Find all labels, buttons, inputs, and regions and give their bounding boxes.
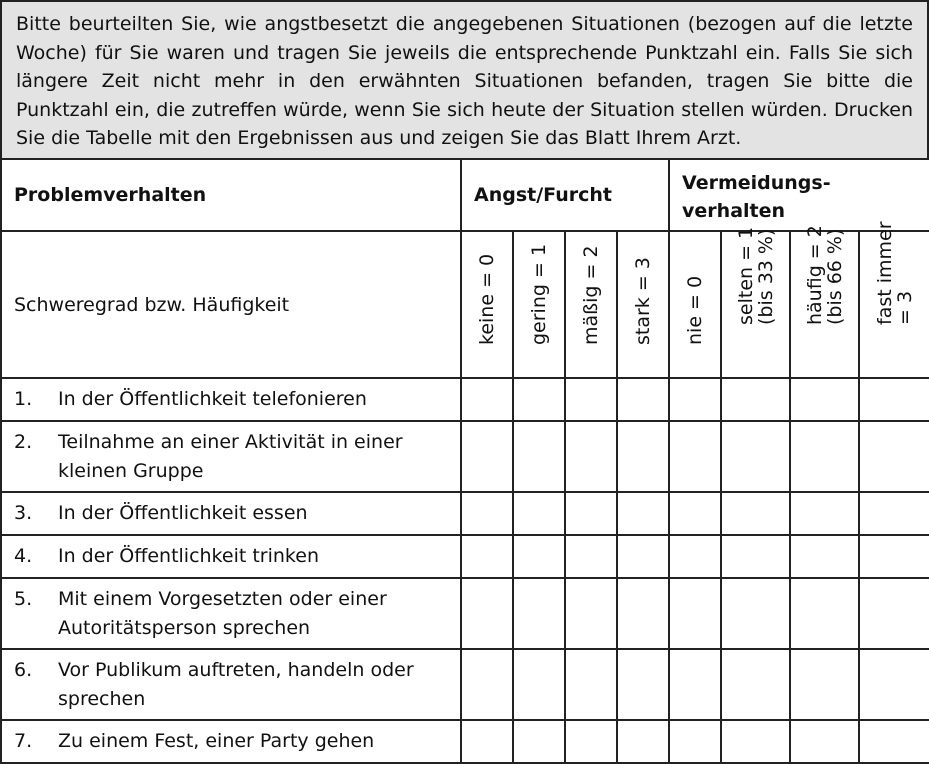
item-number: 7. [14, 730, 33, 752]
rating-table [0, 158, 929, 764]
vermeidung-score-cell[interactable] [721, 535, 790, 578]
angst-score-cell[interactable] [513, 421, 565, 492]
vermeidung-score-cell[interactable] [669, 421, 721, 492]
angst-score-cell[interactable] [461, 492, 513, 535]
item-text: Zu einem Fest, einer Party gehen [58, 730, 375, 752]
vermeidung-score-cell[interactable] [790, 421, 859, 492]
angst-score-cell[interactable] [617, 535, 669, 578]
col-label: keine = 0 [476, 253, 498, 345]
table-row [1, 535, 929, 578]
item-text: In der Öffentlichkeit telefonieren [58, 388, 367, 410]
item-number: 2. [14, 430, 33, 453]
vermeidung-score-cell[interactable] [721, 378, 790, 421]
severity-label: Schweregrad bzw. Häufigkeit [1, 231, 461, 378]
vermeidung-score-cell[interactable] [790, 535, 859, 578]
vermeidung-score-cell[interactable] [859, 378, 929, 421]
vermeidung-score-cell[interactable] [669, 378, 721, 421]
item-label [1, 649, 461, 720]
item-number: 4. [14, 545, 33, 567]
item-text: Vor Publikum auftreten, handeln oder sprechen [58, 658, 414, 710]
angst-score-cell[interactable] [565, 535, 617, 578]
item-number: 6. [14, 658, 33, 681]
col-angst-2 [565, 231, 617, 378]
table-row [1, 421, 929, 492]
header-problem: Problemverhalten [1, 159, 461, 231]
item-text: In der Öffentlichkeit trinken [58, 545, 319, 567]
angst-score-cell[interactable] [513, 492, 565, 535]
col-label: fast immer = 3 [873, 221, 916, 325]
item-number: 3. [14, 502, 33, 524]
header-vermeidung-line1: Vermeidungs- [682, 172, 831, 194]
items-body [1, 378, 929, 763]
angst-score-cell[interactable] [617, 421, 669, 492]
vermeidung-score-cell[interactable] [790, 492, 859, 535]
angst-score-cell[interactable] [461, 578, 513, 649]
angst-score-cell[interactable] [513, 649, 565, 720]
angst-score-cell[interactable] [513, 720, 565, 763]
item-number: 1. [14, 388, 33, 410]
vermeidung-score-cell[interactable] [859, 492, 929, 535]
angst-score-cell[interactable] [461, 535, 513, 578]
vermeidung-score-cell[interactable] [859, 421, 929, 492]
item-text: Mit einem Vorgesetzten oder einer Autoritätsperson sprechen [58, 587, 387, 639]
header-vermeidung-line2: verhalten [682, 200, 786, 222]
item-label [1, 578, 461, 649]
col-label: mäßig = 2 [580, 245, 602, 345]
item-number: 5. [14, 587, 33, 610]
vermeidung-score-cell[interactable] [721, 421, 790, 492]
col-vermeidung-0 [669, 231, 721, 378]
vermeidung-score-cell[interactable] [669, 720, 721, 763]
header-angst: Angst/Furcht [461, 159, 669, 231]
angst-score-cell[interactable] [565, 492, 617, 535]
angst-score-cell[interactable] [565, 421, 617, 492]
vermeidung-score-cell[interactable] [669, 535, 721, 578]
vermeidung-score-cell[interactable] [790, 378, 859, 421]
col-label: häufig = 2 (bis 66 %) [803, 225, 846, 325]
table-row [1, 378, 929, 421]
item-label [1, 421, 461, 492]
table-row [1, 492, 929, 535]
vermeidung-score-cell[interactable] [859, 720, 929, 763]
item-label [1, 492, 461, 535]
angst-score-cell[interactable] [461, 649, 513, 720]
vermeidung-score-cell[interactable] [721, 492, 790, 535]
vermeidung-score-cell[interactable] [721, 649, 790, 720]
item-text: In der Öffentlichkeit essen [58, 502, 308, 524]
angst-score-cell[interactable] [617, 720, 669, 763]
col-vermeidung-2 [790, 225, 859, 378]
angst-score-cell[interactable] [565, 720, 617, 763]
angst-score-cell[interactable] [617, 649, 669, 720]
col-label: gering = 1 [528, 243, 550, 345]
angst-score-cell[interactable] [565, 578, 617, 649]
item-text: Teilnahme an einer Aktivität in einer kleinen Gruppe [58, 430, 403, 482]
vermeidung-score-cell[interactable] [790, 720, 859, 763]
angst-score-cell[interactable] [617, 578, 669, 649]
item-label [1, 535, 461, 578]
angst-score-cell[interactable] [617, 492, 669, 535]
table-row [1, 578, 929, 649]
col-vermeidung-1 [721, 226, 790, 378]
col-angst-3 [617, 231, 669, 378]
angst-score-cell[interactable] [617, 378, 669, 421]
angst-score-cell[interactable] [461, 421, 513, 492]
angst-score-cell[interactable] [461, 378, 513, 421]
item-label [1, 378, 461, 421]
angst-score-cell[interactable] [565, 649, 617, 720]
vermeidung-score-cell[interactable] [790, 578, 859, 649]
vermeidung-score-cell[interactable] [669, 492, 721, 535]
vermeidung-score-cell[interactable] [859, 535, 929, 578]
col-label: nie = 0 [684, 275, 707, 345]
col-angst-1 [513, 231, 565, 378]
instructions-text: Bitte beurteilten Sie, wie angstbesetzt die angegebenen Situationen (bezogen auf die letzte Woche) für Sie waren und tragen Sie jeweils die entsprechende Punktzahl ein. Falls Sie sich längere Zeit nicht mehr in den erwähnten Situationen befanden, tragen Sie bitte die Punktzahl ein, die zutreffen würde, wenn Sie sich heute der Situation stellen würden. Drucken Sie die Tabelle mit den Ergebnissen aus und zeigen Sie das Blatt Ihrem Arzt. [0, 0, 929, 160]
col-vermeidung-3 [859, 221, 929, 378]
vermeidung-score-cell[interactable] [721, 578, 790, 649]
vermeidung-score-cell[interactable] [669, 578, 721, 649]
vermeidung-score-cell[interactable] [859, 578, 929, 649]
col-label: stark = 3 [632, 257, 655, 345]
angst-score-cell[interactable] [513, 535, 565, 578]
angst-score-cell[interactable] [461, 720, 513, 763]
angst-score-cell[interactable] [513, 378, 565, 421]
col-label: selten = 1 (bis 33 %) [734, 226, 777, 325]
header-row [1, 159, 929, 231]
table-row [1, 720, 929, 763]
item-label [1, 720, 461, 763]
table-row [1, 649, 929, 720]
vermeidung-score-cell[interactable] [859, 649, 929, 720]
vermeidung-score-cell[interactable] [669, 649, 721, 720]
vermeidung-score-cell[interactable] [721, 720, 790, 763]
vermeidung-score-cell[interactable] [790, 649, 859, 720]
angst-score-cell[interactable] [565, 378, 617, 421]
severity-row [1, 231, 929, 378]
col-angst-0 [461, 231, 513, 378]
angst-score-cell[interactable] [513, 578, 565, 649]
